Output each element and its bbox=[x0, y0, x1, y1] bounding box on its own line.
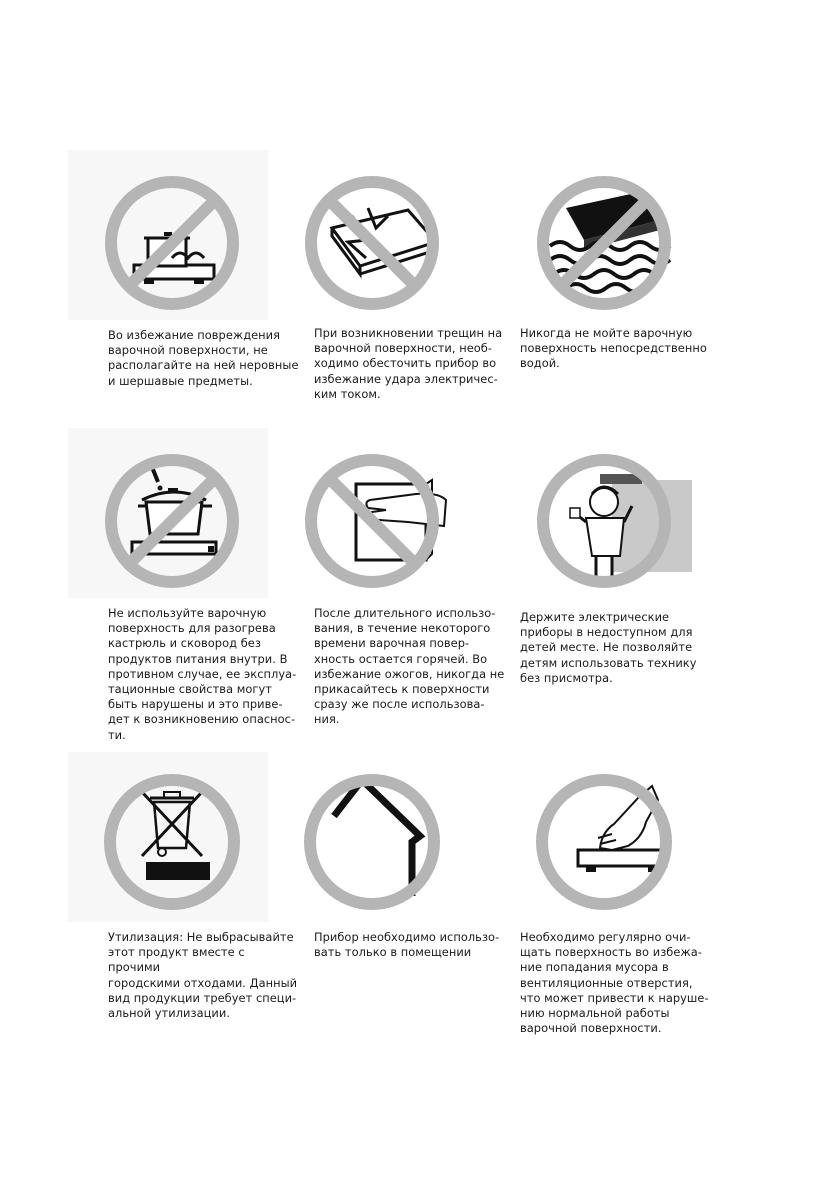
cracked-surface-icon bbox=[268, 150, 478, 320]
crossed-bin-disposal-icon bbox=[68, 752, 278, 922]
hot-surface-hand-icon bbox=[268, 428, 478, 598]
caption-cracked-surface: При возникновении трещин на варочной поверхности, необ- ходимо обесточить прибор во избежание удара электричес- ким током. bbox=[314, 326, 503, 401]
caption-no-water: Никогда не мойте варочную поверхность непосредственно водой. bbox=[520, 326, 707, 371]
no-water-washing-icon bbox=[500, 150, 710, 320]
rough-objects-on-hob-icon bbox=[68, 150, 278, 320]
caption-children: Держите электрические приборы в недоступном для детей месте. Не позволяйте детям использовать технику без присмотра. bbox=[520, 610, 697, 685]
caption-indoor-use: Прибор необходимо использо- вать только в помещении bbox=[314, 930, 500, 960]
caption-rough-objects: Во избежание повреждения варочной поверхности, не располагайте на ней неровные и шершавые предметы. bbox=[108, 328, 299, 388]
caption-disposal: Утилизация: Не выбрасывайте этот продукт вместе с прочими городскими отходами. Данный вид продукции требует специ- альной утилизации. bbox=[108, 930, 298, 1021]
empty-pot-heating-icon bbox=[68, 428, 278, 598]
caption-hot-surface: После длительного использо- вания, в течение некоторого времени варочная повер- хность остается горячей. Во избежание ожогов, никогда не прикасайтесь к поверхности сразу же после использова- ния. bbox=[314, 606, 505, 727]
child-near-appliance-icon bbox=[500, 428, 710, 598]
clean-vents-icon bbox=[500, 752, 710, 922]
caption-empty-pot: Не используйте варочную поверхность для разогрева кастрюль и сковород без продуктов питания внутри. В противном случае, ее эксплуа- тационные свойства могут быть нарушены и это приве- дет к возникновению опаснос- ти. bbox=[108, 606, 297, 742]
indoor-use-house-icon bbox=[268, 752, 478, 922]
caption-clean-vents: Необходимо регулярно очи- щать поверхность во избежа- ние попадания мусора в вентиляционные отверстия, что может привести к наруше- нию нормальной работы варочной поверхности. bbox=[520, 930, 709, 1036]
